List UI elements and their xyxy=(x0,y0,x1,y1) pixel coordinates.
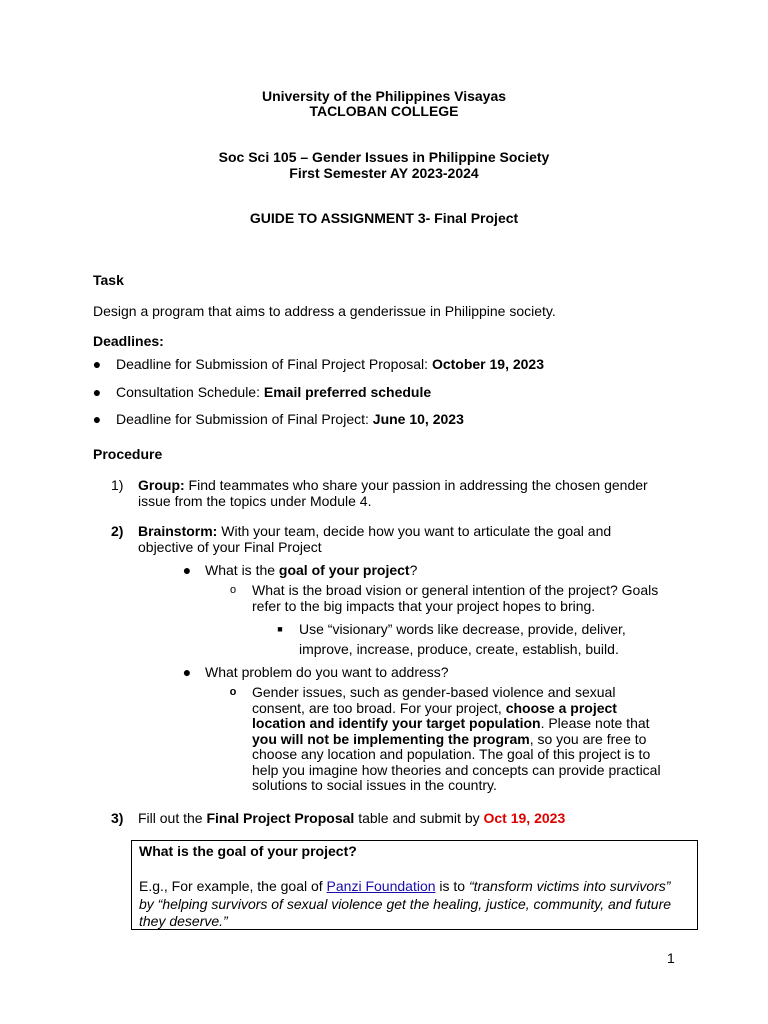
problem-question: What problem do you want to address? xyxy=(205,664,449,680)
deadline-value: October 19, 2023 xyxy=(431,356,544,372)
proposal-question: What is the goal of your project? xyxy=(139,843,357,859)
university-name: University of the Philippines Visayas xyxy=(261,88,507,104)
step3-line xyxy=(138,810,565,826)
step3-bold: Final Project Proposal xyxy=(206,810,355,826)
problem-bold: location and identify your target population xyxy=(252,715,541,731)
deadline-label: Deadline for Submission of Final Project Proposal: xyxy=(116,356,432,372)
step1-line2: issue from the topics under Module 4. xyxy=(138,493,372,509)
goal-question-mark: ? xyxy=(409,562,418,578)
step3-date: Oct 19, 2023 xyxy=(483,810,566,826)
bullet-icon: ● xyxy=(182,562,192,578)
example-text: E.g., For example, the goal of xyxy=(139,878,327,894)
problem-text: . Please note that xyxy=(540,715,650,731)
problem-line6: help you imagine how theories and concepts can provide practical xyxy=(252,762,661,778)
step2-label: Brainstorm: xyxy=(138,523,218,539)
problem-line5: choose any location and population. The goal of this project is to xyxy=(252,746,651,762)
problem-text: , so you are free to xyxy=(529,731,647,747)
deadline-item-proposal xyxy=(116,356,544,372)
problem-bold: you will not be implementing the program xyxy=(252,731,530,747)
goal-vision-line2: refer to the big impacts that your project hopes to bring. xyxy=(252,598,596,614)
deadline-value: Email preferred schedule xyxy=(263,384,432,400)
problem-line2 xyxy=(252,700,617,716)
proposal-table xyxy=(131,840,698,930)
guide-title: GUIDE TO ASSIGNMENT 3- Final Project xyxy=(249,210,519,226)
step2-text: With your team, decide how you want to articulate the goal and xyxy=(217,523,612,539)
step1-label: Group: xyxy=(138,477,185,493)
bullet-icon: ● xyxy=(92,411,102,427)
goal-question-text: What is the xyxy=(205,562,279,578)
deadline-label: Consultation Schedule: xyxy=(116,384,264,400)
proposal-example-line1 xyxy=(139,878,670,894)
deadline-item-final xyxy=(116,411,464,427)
problem-line1: Gender issues, such as gender-based violence and sexual xyxy=(252,684,616,700)
proposal-example-line3: they deserve.” xyxy=(139,913,228,929)
college-name: TACLOBAN COLLEGE xyxy=(309,103,459,119)
problem-text: consent, are too broad. For your project, xyxy=(252,700,506,716)
square-bullet-icon: ■ xyxy=(277,624,283,634)
goal-question-bold: goal of your project xyxy=(278,562,410,578)
step-number: 2) xyxy=(111,523,124,539)
circle-bullet-icon: o xyxy=(229,686,237,698)
step1-line1 xyxy=(138,477,648,493)
goal-question xyxy=(205,562,417,578)
step-number: 1) xyxy=(111,477,124,493)
step3-text: Fill out the xyxy=(138,810,207,826)
deadline-label: Deadline for Submission of Final Project: xyxy=(116,411,373,427)
semester: First Semester AY 2023-2024 xyxy=(289,165,479,181)
problem-line3 xyxy=(252,715,650,731)
visionary-words-line1: Use “visionary” words like decrease, provide, deliver, xyxy=(299,621,626,637)
step2-line1 xyxy=(138,523,611,539)
task-heading: Task xyxy=(93,272,124,288)
course-title: Soc Sci 105 – Gender Issues in Philippine Society xyxy=(218,149,550,165)
deadlines-heading: Deadlines: xyxy=(93,333,164,349)
bullet-icon: ● xyxy=(182,664,192,680)
bullet-icon: ● xyxy=(92,384,102,400)
page-number: 1 xyxy=(667,950,675,966)
problem-bold: choose a project xyxy=(505,700,617,716)
procedure-heading: Procedure xyxy=(93,446,163,462)
problem-line7: solutions to social issues in the country. xyxy=(252,777,497,793)
step1-text: Find teammates who share your passion in addressing the chosen gender xyxy=(184,477,648,493)
step3-text: table and submit by xyxy=(354,810,484,826)
example-quote: “transform victims into survivors” xyxy=(468,878,671,894)
deadline-item-consultation xyxy=(116,384,431,400)
goal-vision-line1: What is the broad vision or general intention of the project? Goals xyxy=(252,582,659,598)
visionary-words-line2: improve, increase, produce, create, establish, build. xyxy=(299,641,619,657)
example-text: is to xyxy=(435,878,469,894)
bullet-icon: ● xyxy=(92,356,102,372)
circle-bullet-icon: o xyxy=(229,584,237,596)
step-number: 3) xyxy=(111,810,124,826)
problem-line4 xyxy=(252,731,646,747)
task-text: Design a program that aims to address a genderissue in Philippine society. xyxy=(93,303,556,319)
proposal-example-line2: by “helping survivors of sexual violence get the healing, justice, community, and future xyxy=(139,896,672,912)
step2-line2: objective of your Final Project xyxy=(138,539,322,555)
panzi-foundation-link[interactable]: Panzi Foundation xyxy=(326,878,436,894)
deadline-value: June 10, 2023 xyxy=(372,411,464,427)
